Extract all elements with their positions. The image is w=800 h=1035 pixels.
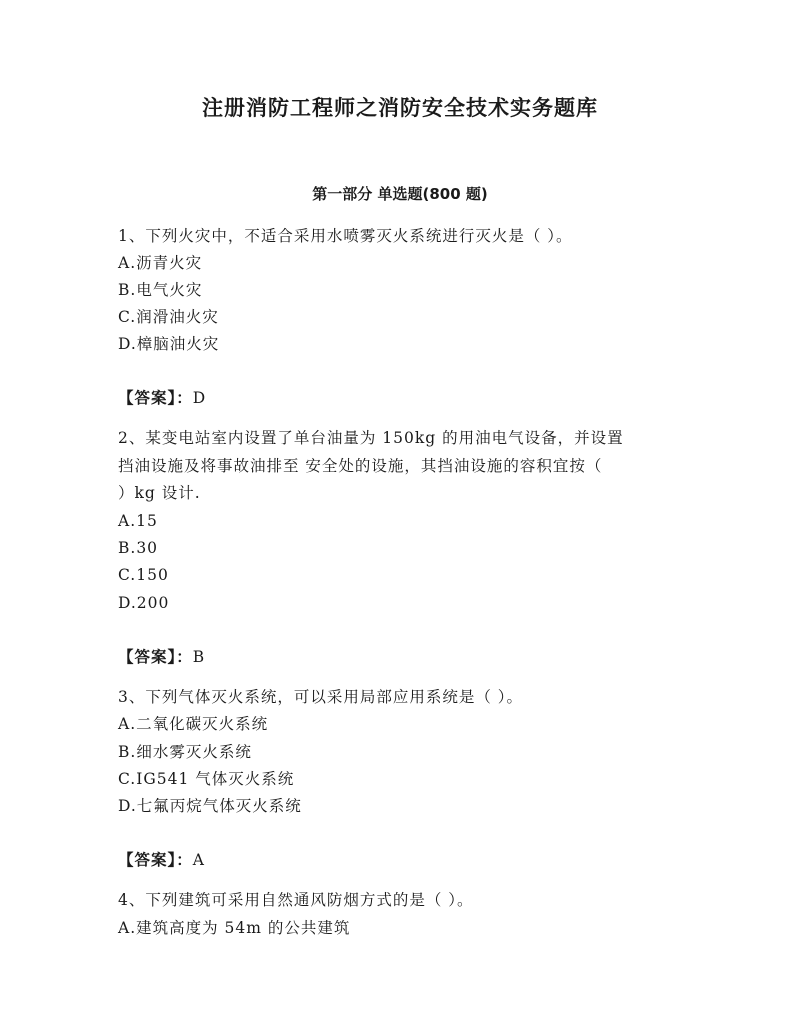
answer-value: B [192,648,206,666]
answer-value: D [192,389,207,407]
section-title: 第一部分 单选题(800 题) [312,185,488,203]
question-3-stem: 3、下列气体灭火系统，可以采用局部应用系统是（ ）。 [118,688,524,706]
question-2-stem-line-3: ）kg 设计. [118,484,201,502]
question-4-option-a: A.建筑高度为 54m 的公共建筑 [118,919,351,937]
question-2-option-a: A.15 [118,512,158,530]
answer-label: 【答案】： [118,648,193,666]
question-1-option-d: D.樟脑油火灾 [118,335,220,353]
question-2-answer [118,647,205,667]
question-3-option-b: B.细水雾灭火系统 [118,743,252,761]
question-2-option-b: B.30 [118,539,159,557]
question-2-stem-line-2: 挡油设施及将事故油排至 安全处的设施，其挡油设施的容积宜按（ [118,457,603,475]
answer-label: 【答案】： [118,851,193,869]
question-3-option-d: D.七氟丙烷气体灭火系统 [118,797,302,815]
question-1-option-b: B.电气火灾 [118,281,203,299]
question-3-answer [118,850,205,870]
question-2-option-d: D.200 [118,594,170,612]
question-3-option-c: C.IG541 气体灭火系统 [118,770,295,788]
answer-label: 【答案】： [118,389,193,407]
document-title: 注册消防工程师之消防安全技术实务题库 [202,96,598,120]
question-2-stem-line-1: 2、某变电站室内设置了单台油量为 150kg 的用油电气设备，并设置 [118,429,624,447]
question-3-option-a: A.二氧化碳灭火系统 [118,715,269,733]
question-2-option-c: C.150 [118,566,169,584]
question-1-answer [118,388,206,408]
question-1-option-c: C.润滑油火灾 [118,308,219,326]
answer-value: A [192,851,205,869]
question-4-stem: 4、下列建筑可采用自然通风防烟方式的是（ ）。 [118,891,474,909]
question-1-stem: 1、下列火灾中，不适合采用水喷雾灭火系统进行灭火是（ ）。 [118,227,573,245]
question-1-option-a: A.沥青火灾 [118,254,203,272]
